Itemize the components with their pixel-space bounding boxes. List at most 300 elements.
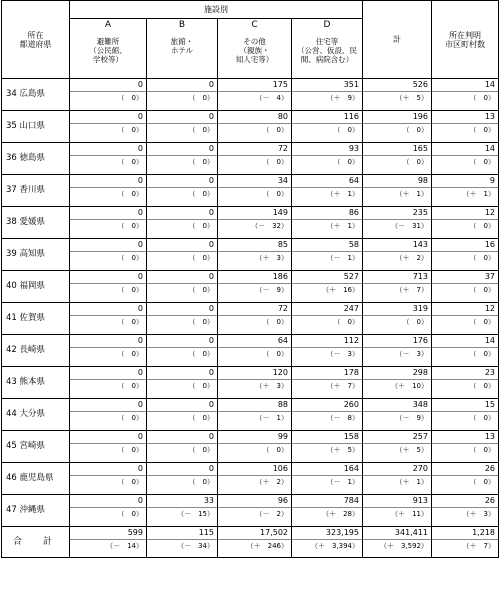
cell-col-2 <box>218 143 292 175</box>
cell-change: （ 0） <box>70 283 146 296</box>
cell-change: （ 0） <box>292 315 362 328</box>
cell-change: （ 0） <box>218 347 291 360</box>
cell-col-3 <box>292 271 363 303</box>
cell-value: 0 <box>137 208 143 217</box>
cell-col-4 <box>363 303 432 335</box>
cell-col-0 <box>70 239 147 271</box>
col-c-label: その他 （親族・ 知人宅等） <box>235 37 274 64</box>
cell-col-3 <box>292 367 363 399</box>
col-b-letter: B <box>178 20 186 30</box>
cell-value: 37 <box>484 272 495 281</box>
cell-value: 247 <box>343 304 359 313</box>
cell-col-2 <box>218 431 292 463</box>
cell-change: （ 0） <box>70 379 146 392</box>
cell-change: （ 0） <box>147 219 217 232</box>
cell-value: 235 <box>412 208 428 217</box>
cell-col-2 <box>218 367 292 399</box>
cell-change: （＋ 5） <box>292 443 362 456</box>
cell-change: （ 0） <box>147 379 217 392</box>
cell-col-1 <box>147 79 218 111</box>
cell-value: 0 <box>208 368 214 377</box>
cell-value: 158 <box>343 432 359 441</box>
cell-change: （－ 14） <box>70 539 146 552</box>
cell-change: （ 0） <box>70 347 146 360</box>
cell-col-3 <box>292 303 363 335</box>
cell-change: （ 0） <box>432 251 498 264</box>
cell-col-3 <box>292 79 363 111</box>
cell-value: 12 <box>484 304 495 313</box>
cell-value: 0 <box>208 176 214 185</box>
cell-value: 13 <box>484 432 495 441</box>
cell-change: （ 0） <box>147 475 217 488</box>
cell-col-2 <box>218 207 292 239</box>
cell-change: （ 0） <box>432 347 498 360</box>
cell-col-0 <box>70 303 147 335</box>
cell-value: 0 <box>208 400 214 409</box>
cell-change: （ 0） <box>70 123 146 136</box>
cell-col-5 <box>432 463 499 495</box>
cell-value: 72 <box>277 304 288 313</box>
cell-col-1 <box>147 111 218 143</box>
cell-col-0 <box>70 79 147 111</box>
cell-change: （ 0） <box>147 347 217 360</box>
cell-value: 14 <box>484 144 495 153</box>
col-a-letter: A <box>104 20 112 30</box>
cell-value: 0 <box>208 464 214 473</box>
cell-col-3 <box>292 143 363 175</box>
cell-change: （ 0） <box>147 91 217 104</box>
cell-col-2 <box>218 463 292 495</box>
cell-change: （ 0） <box>147 155 217 168</box>
cell-value: 98 <box>417 176 428 185</box>
cell-col-2 <box>218 335 292 367</box>
cell-col-3 <box>292 463 363 495</box>
cell-value: 14 <box>484 336 495 345</box>
cell-change: （＋ 1） <box>363 475 431 488</box>
cell-change: （ 0） <box>432 123 498 136</box>
cell-change: （ 0） <box>70 219 146 232</box>
cell-change: （＋ 246） <box>218 539 291 552</box>
cell-change: （ 0） <box>218 443 291 456</box>
header-muni-text: 所在判明 市区町村数 <box>445 30 485 49</box>
cell-col-3 <box>292 207 363 239</box>
cell-col-5 <box>432 111 499 143</box>
cell-value: 0 <box>208 240 214 249</box>
cell-value: 93 <box>348 144 359 153</box>
cell-value: 72 <box>277 144 288 153</box>
cell-col-3 <box>292 399 363 431</box>
cell-value: 33 <box>203 496 214 505</box>
cell-col-0 <box>70 207 147 239</box>
cell-change: （ 0） <box>70 507 146 520</box>
cell-change: （ 0） <box>292 123 362 136</box>
cell-col-4 <box>363 271 432 303</box>
cell-col-0 <box>70 175 147 207</box>
cell-change: （ 0） <box>432 155 498 168</box>
cell-value: 0 <box>137 432 143 441</box>
cell-col-2 <box>218 399 292 431</box>
cell-change: （＋ 28） <box>292 507 362 520</box>
cell-value: 0 <box>208 304 214 313</box>
cell-col-4 <box>363 463 432 495</box>
cell-col-3 <box>292 175 363 207</box>
cell-change: （ 0） <box>70 91 146 104</box>
cell-change: （＋ 3） <box>432 507 498 520</box>
cell-change: （－ 1） <box>292 475 362 488</box>
cell-value: 116 <box>343 112 359 121</box>
cell-change: （ 0） <box>432 283 498 296</box>
cell-change: （－ 1） <box>292 251 362 264</box>
cell-change: （ 0） <box>432 219 498 232</box>
cell-col-3 <box>292 335 363 367</box>
pref-name: 39 高知県 <box>2 239 70 271</box>
cell-col-2 <box>218 527 292 558</box>
cell-change: （－ 9） <box>363 411 431 424</box>
cell-value: 34 <box>277 176 288 185</box>
cell-value: 96 <box>277 496 288 505</box>
col-c-letter: C <box>251 20 258 30</box>
table-row <box>2 303 499 335</box>
cell-change: （＋ 1） <box>292 219 362 232</box>
cell-value: 149 <box>272 208 288 217</box>
cell-value: 323,195 <box>325 528 359 537</box>
cell-col-4 <box>363 335 432 367</box>
cell-value: 0 <box>137 176 143 185</box>
cell-col-4 <box>363 495 432 527</box>
cell-col-5 <box>432 303 499 335</box>
cell-change: （－ 9） <box>218 283 291 296</box>
cell-change: （ 0） <box>70 155 146 168</box>
cell-col-2 <box>218 239 292 271</box>
cell-col-0 <box>70 399 147 431</box>
cell-value: 14 <box>484 80 495 89</box>
cell-change: （＋ 7） <box>363 283 431 296</box>
cell-value: 120 <box>272 368 288 377</box>
cell-col-5 <box>432 399 499 431</box>
cell-change: （ 0） <box>70 187 146 200</box>
cell-col-4 <box>363 143 432 175</box>
cell-change: （ 0） <box>70 315 146 328</box>
cell-value: 64 <box>277 336 288 345</box>
cell-change: （＋ 3） <box>218 251 291 264</box>
table-row <box>2 239 499 271</box>
cell-change: （－ 3） <box>363 347 431 360</box>
header-col-d <box>292 19 363 79</box>
cell-value: 526 <box>412 80 428 89</box>
cell-value: 260 <box>343 400 359 409</box>
cell-change: （ 0） <box>432 475 498 488</box>
cell-value: 0 <box>137 368 143 377</box>
cell-value: 0 <box>137 400 143 409</box>
pref-name: 38 愛媛県 <box>2 207 70 239</box>
cell-change: （－ 32） <box>218 219 291 232</box>
cell-change: （ 0） <box>432 443 498 456</box>
cell-value: 196 <box>412 112 428 121</box>
cell-value: 0 <box>137 464 143 473</box>
cell-change: （－ 15） <box>147 507 217 520</box>
cell-value: 175 <box>272 80 288 89</box>
cell-change: （－ 1） <box>218 411 291 424</box>
cell-col-0 <box>70 143 147 175</box>
cell-value: 0 <box>137 272 143 281</box>
cell-value: 341,411 <box>394 528 428 537</box>
table-row <box>2 399 499 431</box>
cell-change: （＋ 1） <box>432 187 498 200</box>
header-row-1 <box>2 1 499 19</box>
cell-change: （＋ 1） <box>292 187 362 200</box>
cell-col-4 <box>363 175 432 207</box>
cell-col-4 <box>363 111 432 143</box>
cell-col-5 <box>432 143 499 175</box>
cell-col-1 <box>147 303 218 335</box>
cell-col-3 <box>292 111 363 143</box>
cell-value: 527 <box>343 272 359 281</box>
cell-value: 12 <box>484 208 495 217</box>
cell-value: 784 <box>343 496 359 505</box>
cell-change: （ 0） <box>218 187 291 200</box>
cell-col-0 <box>70 335 147 367</box>
cell-value: 26 <box>484 464 495 473</box>
cell-change: （－ 31） <box>363 219 431 232</box>
cell-value: 0 <box>208 112 214 121</box>
cell-value: 23 <box>484 368 495 377</box>
cell-change: （ 0） <box>218 315 291 328</box>
header-col-a <box>70 19 147 79</box>
table-row <box>2 143 499 175</box>
cell-change: （ 0） <box>363 155 431 168</box>
pref-name: 37 香川県 <box>2 175 70 207</box>
total-row <box>2 527 499 558</box>
cell-value: 0 <box>208 432 214 441</box>
cell-col-2 <box>218 271 292 303</box>
cell-col-4 <box>363 207 432 239</box>
cell-value: 64 <box>348 176 359 185</box>
pref-name: 47 沖縄県 <box>2 495 70 527</box>
cell-change: （＋ 5） <box>363 443 431 456</box>
cell-change: （＋ 5） <box>363 91 431 104</box>
cell-col-0 <box>70 527 147 558</box>
cell-value: 0 <box>137 240 143 249</box>
table-row <box>2 79 499 111</box>
cell-value: 112 <box>343 336 359 345</box>
cell-value: 85 <box>277 240 288 249</box>
pref-name: 35 山口県 <box>2 111 70 143</box>
cell-value: 257 <box>412 432 428 441</box>
cell-change: （ 0） <box>432 91 498 104</box>
pref-name: 43 熊本県 <box>2 367 70 399</box>
cell-value: 15 <box>484 400 495 409</box>
cell-change: （ 0） <box>432 379 498 392</box>
header-muni <box>432 1 499 79</box>
cell-change: （ 0） <box>70 411 146 424</box>
cell-value: 351 <box>343 80 359 89</box>
cell-col-0 <box>70 431 147 463</box>
cell-value: 0 <box>208 144 214 153</box>
header-total: 計 <box>363 1 432 79</box>
cell-value: 186 <box>272 272 288 281</box>
cell-change: （ 0） <box>363 315 431 328</box>
cell-value: 178 <box>343 368 359 377</box>
cell-col-1 <box>147 239 218 271</box>
header-col-c <box>218 19 292 79</box>
cell-col-4 <box>363 431 432 463</box>
cell-value: 80 <box>277 112 288 121</box>
cell-value: 17,502 <box>260 528 288 537</box>
header-col-b <box>147 19 218 79</box>
cell-col-0 <box>70 495 147 527</box>
cell-value: 106 <box>272 464 288 473</box>
cell-value: 0 <box>208 208 214 217</box>
cell-change: （＋ 1） <box>363 187 431 200</box>
cell-value: 115 <box>198 528 214 537</box>
cell-value: 913 <box>412 496 428 505</box>
cell-change: （ 0） <box>363 123 431 136</box>
cell-change: （＋ 7） <box>292 379 362 392</box>
cell-value: 88 <box>277 400 288 409</box>
cell-value: 16 <box>484 240 495 249</box>
cell-change: （ 0） <box>147 283 217 296</box>
cell-change: （＋ 3,394） <box>292 539 362 552</box>
cell-value: 270 <box>412 464 428 473</box>
cell-col-4 <box>363 399 432 431</box>
pref-name: 45 宮崎県 <box>2 431 70 463</box>
cell-col-1 <box>147 495 218 527</box>
cell-change: （＋ 3,592） <box>363 539 431 552</box>
cell-col-1 <box>147 431 218 463</box>
cell-value: 99 <box>277 432 288 441</box>
table-row <box>2 495 499 527</box>
cell-change: （－ 3） <box>292 347 362 360</box>
cell-change: （－ 8） <box>292 411 362 424</box>
cell-value: 0 <box>137 304 143 313</box>
cell-col-0 <box>70 271 147 303</box>
col-d-letter: D <box>323 20 331 30</box>
cell-change: （ 0） <box>147 251 217 264</box>
cell-value: 0 <box>137 144 143 153</box>
cell-col-0 <box>70 111 147 143</box>
cell-change: （ 0） <box>70 443 146 456</box>
cell-col-4 <box>363 239 432 271</box>
cell-change: （ 0） <box>292 155 362 168</box>
cell-col-5 <box>432 79 499 111</box>
pref-name: 合 計 <box>2 527 70 558</box>
table-row <box>2 463 499 495</box>
cell-change: （ 0） <box>147 411 217 424</box>
cell-col-4 <box>363 367 432 399</box>
cell-value: 13 <box>484 112 495 121</box>
cell-col-2 <box>218 495 292 527</box>
header-pref <box>2 1 70 79</box>
cell-change: （ 0） <box>147 123 217 136</box>
cell-col-4 <box>363 79 432 111</box>
cell-col-2 <box>218 79 292 111</box>
cell-change: （＋ 9） <box>292 91 362 104</box>
pref-name: 40 福岡県 <box>2 271 70 303</box>
cell-col-1 <box>147 463 218 495</box>
cell-change: （ 0） <box>147 315 217 328</box>
cell-value: 9 <box>489 176 495 185</box>
pref-name: 42 長崎県 <box>2 335 70 367</box>
cell-change: （＋ 7） <box>432 539 498 552</box>
cell-col-5 <box>432 431 499 463</box>
cell-change: （ 0） <box>70 475 146 488</box>
cell-value: 176 <box>412 336 428 345</box>
table-row <box>2 111 499 143</box>
cell-col-5 <box>432 495 499 527</box>
header-pref-text: 所在 都道府県 <box>19 30 52 49</box>
table-row <box>2 207 499 239</box>
header-group: 施設別 <box>70 1 363 19</box>
cell-col-1 <box>147 335 218 367</box>
cell-change: （＋ 2） <box>218 475 291 488</box>
cell-col-5 <box>432 175 499 207</box>
table-row <box>2 367 499 399</box>
cell-value: 713 <box>412 272 428 281</box>
cell-change: （ 0） <box>432 411 498 424</box>
cell-col-1 <box>147 207 218 239</box>
cell-col-1 <box>147 399 218 431</box>
cell-col-5 <box>432 207 499 239</box>
cell-value: 143 <box>412 240 428 249</box>
cell-value: 58 <box>348 240 359 249</box>
cell-change: （ 0） <box>147 187 217 200</box>
cell-value: 164 <box>343 464 359 473</box>
pref-name: 41 佐賀県 <box>2 303 70 335</box>
cell-col-1 <box>147 367 218 399</box>
pref-name: 46 鹿児島県 <box>2 463 70 495</box>
evacuee-table <box>1 0 499 558</box>
cell-value: 1,218 <box>472 528 495 537</box>
cell-col-1 <box>147 271 218 303</box>
cell-col-2 <box>218 303 292 335</box>
cell-col-3 <box>292 495 363 527</box>
cell-col-0 <box>70 463 147 495</box>
cell-col-3 <box>292 527 363 558</box>
cell-col-2 <box>218 175 292 207</box>
cell-col-1 <box>147 143 218 175</box>
cell-col-5 <box>432 527 499 558</box>
cell-col-5 <box>432 335 499 367</box>
cell-value: 86 <box>348 208 359 217</box>
cell-value: 0 <box>137 336 143 345</box>
cell-value: 319 <box>412 304 428 313</box>
col-b-label: 旅館・ ホテル <box>170 37 194 55</box>
cell-value: 26 <box>484 496 495 505</box>
cell-col-1 <box>147 527 218 558</box>
cell-change: （＋ 16） <box>292 283 362 296</box>
cell-value: 0 <box>208 336 214 345</box>
cell-change: （＋ 11） <box>363 507 431 520</box>
cell-change: （ 0） <box>70 251 146 264</box>
cell-col-1 <box>147 175 218 207</box>
cell-value: 0 <box>137 112 143 121</box>
cell-change: （－ 34） <box>147 539 217 552</box>
cell-value: 599 <box>127 528 143 537</box>
cell-value: 348 <box>412 400 428 409</box>
cell-col-5 <box>432 271 499 303</box>
cell-change: （－ 4） <box>218 91 291 104</box>
cell-col-0 <box>70 367 147 399</box>
cell-col-5 <box>432 367 499 399</box>
cell-col-3 <box>292 239 363 271</box>
cell-change: （ 0） <box>218 155 291 168</box>
col-a-label: 避難所 （公民館、 学校等） <box>89 37 127 64</box>
table-body <box>2 1 499 558</box>
cell-change: （＋ 10） <box>363 379 431 392</box>
table-row <box>2 431 499 463</box>
table-row <box>2 175 499 207</box>
cell-change: （－ 2） <box>218 507 291 520</box>
